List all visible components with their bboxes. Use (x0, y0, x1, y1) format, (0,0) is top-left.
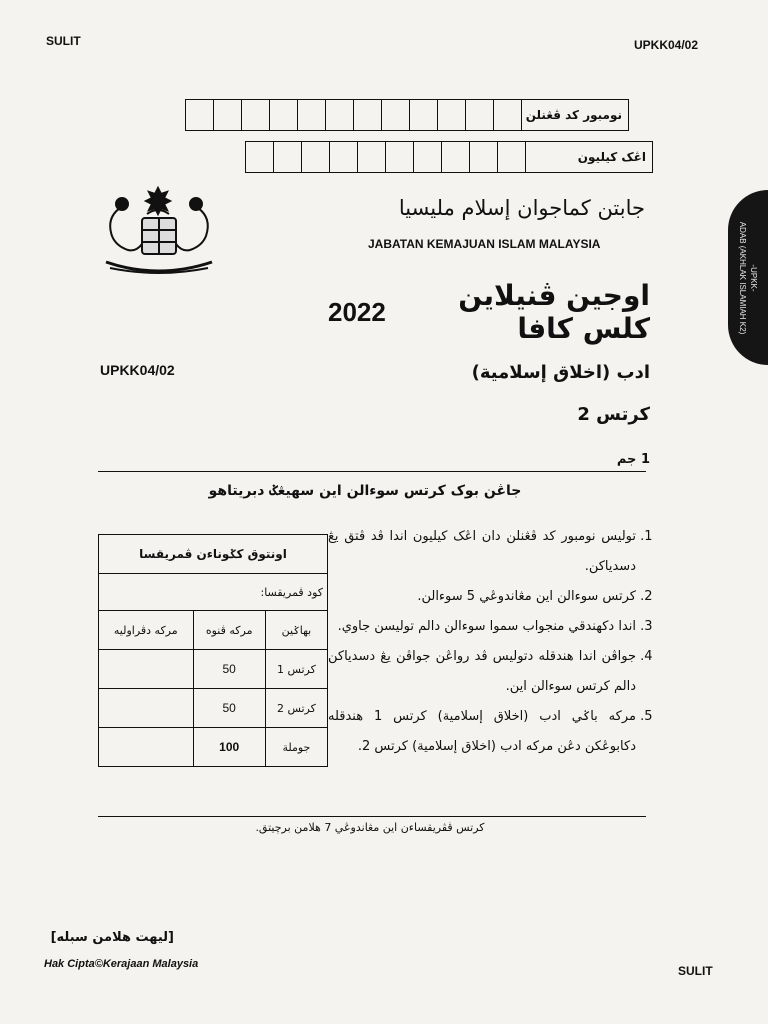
subject-name: ادب (اخلاق إسلامية) (471, 362, 650, 383)
paper-code: UPKK04/02 (100, 362, 175, 378)
divider-bottom (98, 816, 646, 817)
candidate-number-field[interactable] (185, 99, 629, 131)
row-obtained-marks-total[interactable] (99, 728, 194, 767)
row-full-marks: 50 (193, 650, 265, 689)
candidate-turn-field[interactable] (245, 141, 653, 173)
digit-box[interactable] (470, 142, 498, 172)
side-tab-line1: -UPKK- (749, 263, 758, 292)
exam-title-text: اوجين ڤنيلاين كلس كافا (458, 279, 650, 345)
row-obtained-marks[interactable] (99, 689, 194, 728)
digit-box[interactable] (302, 142, 330, 172)
header-part: بهاݢين (265, 611, 327, 650)
divider-top (98, 471, 646, 472)
row-part: كرتس 1 (265, 650, 327, 689)
digit-box[interactable] (246, 142, 274, 172)
instruction-item: 2. كرتس سوءالن اين مڠاندوڠي 5 سوءالن. (328, 582, 636, 612)
agency-name-jawi: جابتن كماجوان إسلام مليسيا (398, 196, 645, 220)
exam-year: 2022 (328, 296, 386, 327)
copyright: Hak Cipta©Kerajaan Malaysia (44, 958, 199, 970)
digit-box[interactable] (214, 100, 242, 130)
paper-number: كرتس 2 (577, 404, 650, 425)
sulit-mark-top: SULIT (46, 34, 81, 48)
digit-box[interactable] (414, 142, 442, 172)
instructions (328, 522, 654, 762)
digit-box[interactable] (354, 100, 382, 130)
row-full-marks: 50 (193, 689, 265, 728)
candidate-number-cells[interactable] (186, 100, 522, 130)
instruction-item: 5. مركه باݢي ادب (اخلاق إسلامية) كرتس 1 هندقله دكابوڠكن دڠن مركه ادب (اخلاق إسلامية) كرتس 2. (328, 702, 636, 762)
digit-box[interactable] (438, 100, 466, 130)
header-full-marks: مركه ڤنوه (193, 611, 265, 650)
instructions-list (328, 522, 654, 762)
digit-box[interactable] (494, 100, 522, 130)
subject-side-tab (728, 190, 768, 365)
row-part: كرتس 2 (265, 689, 327, 728)
exam-duration: 1 جم (616, 452, 650, 467)
digit-box[interactable] (242, 100, 270, 130)
examiner-code-label: كود ڤمريقسا: (99, 574, 328, 611)
digit-box[interactable] (270, 100, 298, 130)
row-obtained-marks[interactable] (99, 650, 194, 689)
side-tab-text (737, 221, 759, 333)
digit-box[interactable] (382, 100, 410, 130)
digit-box[interactable] (358, 142, 386, 172)
digit-box[interactable] (330, 142, 358, 172)
candidate-turn-cells[interactable] (246, 142, 526, 172)
digit-box[interactable] (386, 142, 414, 172)
candidate-number-label: نومبور كد ڤڠنلن (525, 108, 622, 122)
do-not-open-notice: جاڠن بوک كرتس سوءالن اين سهيڠݢ دبريتاهو (208, 483, 522, 499)
coat-of-arms-emblem (100, 184, 218, 274)
digit-box[interactable] (326, 100, 354, 130)
paper-code-top: UPKK04/02 (634, 38, 699, 52)
header-obtained-marks: مركه دڤراوليه (99, 611, 194, 650)
pages-note: كرتس ڤڤريقساءن اين مڠاندوڠي 7 هلامن برچيتق. (255, 821, 485, 834)
digit-box[interactable] (442, 142, 470, 172)
instruction-item: 3. اندا دکهندقي منجواب سموا سوءالن دالم توليسن جاوي. (328, 612, 636, 642)
candidate-turn-label: اڠک کيليون (577, 150, 646, 164)
row-full-marks-total: 100 (193, 728, 265, 767)
agency-name-rumi: JABATAN KEMAJUAN ISLAM MALAYSIA (368, 237, 601, 251)
score-table-title: اونتوق کݢوناءن ڤمريقسا (99, 535, 328, 574)
examiner-score-table (98, 534, 328, 767)
digit-box[interactable] (498, 142, 526, 172)
row-part-total: جوملة (265, 728, 327, 767)
side-tab-line2: ADAB (AKHLAK ISLAMIAH K2) (738, 221, 747, 334)
see-next-page: [ليهت هلامن سبله] (50, 930, 174, 945)
instruction-item: 1. توليس نومبور كد ڤڠنلن دان اڠک کيليون اندا ڤد ڤتق يڠ دسدياكن. (328, 522, 636, 582)
sulit-mark-bottom: SULIT (678, 964, 713, 978)
digit-box[interactable] (274, 142, 302, 172)
digit-box[interactable] (298, 100, 326, 130)
digit-box[interactable] (410, 100, 438, 130)
digit-box[interactable] (466, 100, 494, 130)
exam-title (328, 279, 650, 345)
instruction-item: 4. جواڤن اندا هندقله دتوليس ڤد رواڠن جواڤن يڠ دسدياكن دالم كرتس سوءالن اين. (328, 642, 636, 702)
digit-box[interactable] (186, 100, 214, 130)
